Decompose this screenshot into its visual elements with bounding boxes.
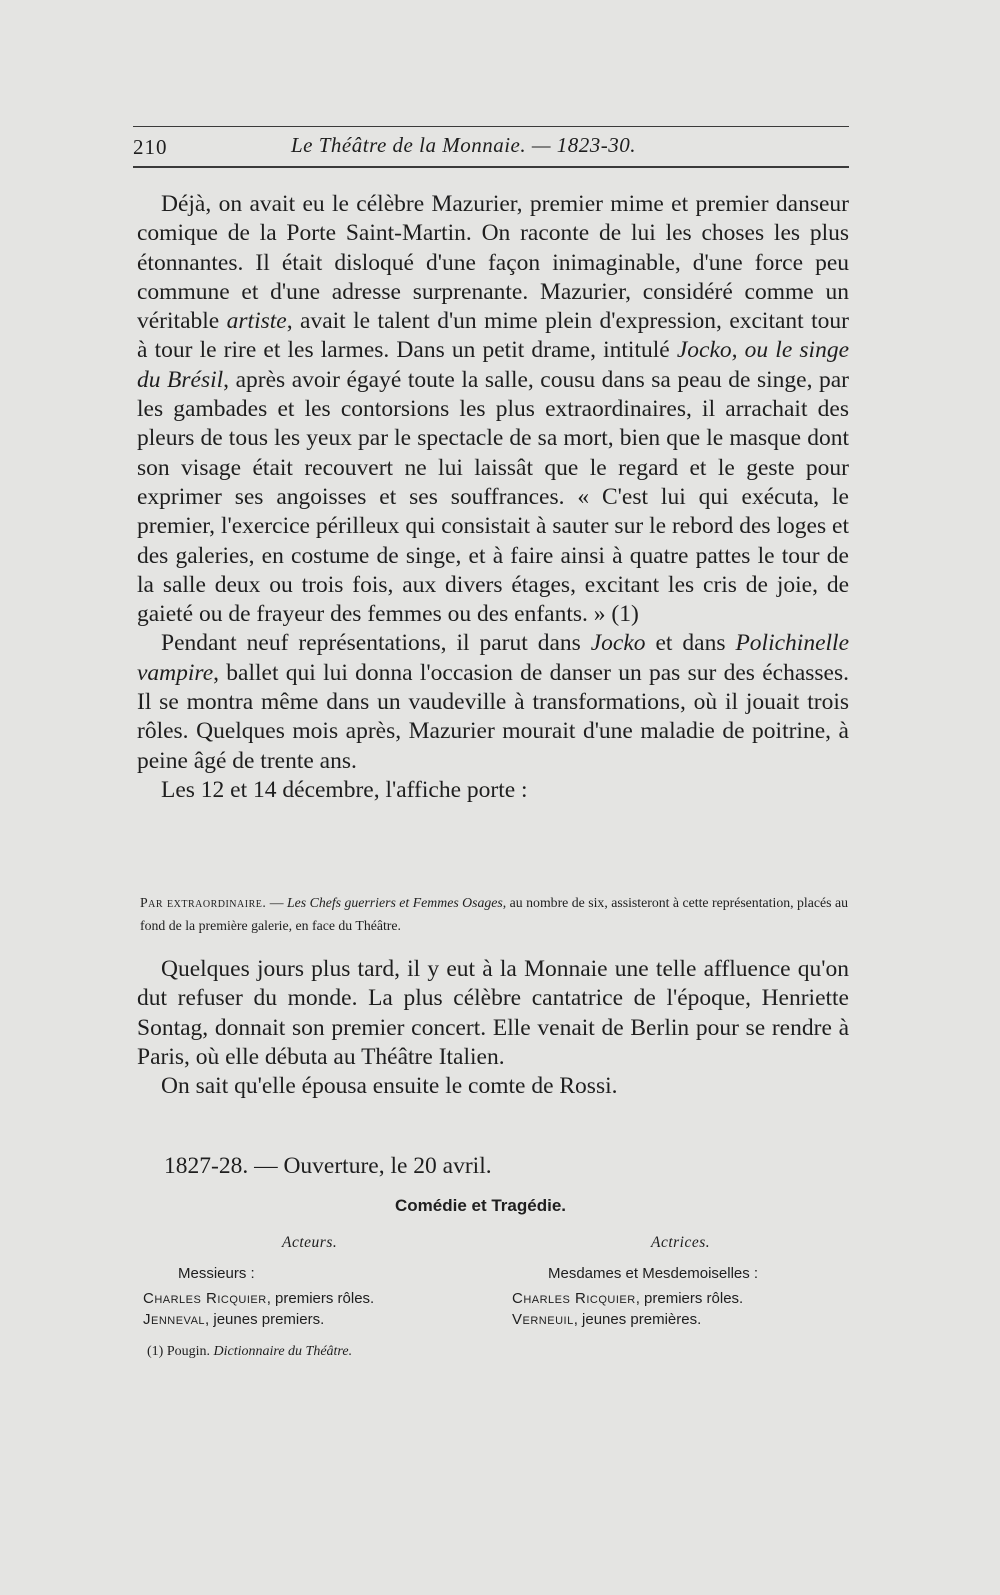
actresses-heading: Actrices. (651, 1234, 711, 1251)
role-description: , jeunes premières. (573, 1311, 702, 1328)
role-description: , premiers rôles. (635, 1290, 744, 1307)
paragraph-mazurier (137, 190, 849, 629)
italic-title-polichinelle: Polichinelle vampire (137, 630, 849, 686)
actors-salutation: Messieurs : (178, 1265, 255, 1282)
affiche-quote (140, 891, 848, 937)
text-run: , après avoir égayé toute la salle, cousu dans sa peau de singe, par les gambades et les contorsions les plus extraordinaires, il arrachait des pleurs de tous les yeux par le spectacle de sa mort, bien que le masque dont son visage était recouvert ne lui laissât que le regard et le geste pour exprimer ses angoisses et ses souffrances. « C'est lui qui exécuta, le premier, l'exercice périlleux qui consistait à sauter sur le rebord des loges et des galeries, en costume de singe, et à faire ainsi à quatre pattes le tour de la salle deux ou trois fois, aux divers étages, excitant les cris de joie, de gaieté ou de frayeur des femmes ou des enfants. » (1) (137, 366, 849, 628)
paragraph-representations (137, 629, 849, 775)
text-run: Pendant neuf représentations, il parut dans (161, 630, 591, 657)
actress-role (512, 1311, 701, 1328)
actresses-salutation: Mesdames et Mesdemoiselles : (548, 1265, 759, 1282)
text-run: et dans (645, 630, 736, 657)
footnote-work: Dictionnaire du Théâtre. (213, 1344, 353, 1359)
main-text (137, 190, 849, 805)
role-description: , jeunes premiers. (205, 1311, 325, 1328)
actress-role (512, 1290, 743, 1307)
text-run: Déjà, on avait eu le célèbre Mazurier, premier mime et premier danseur comique de la Porte Saint-Martin. On raconte de lui les choses les plus étonnantes. Il était disloqué d'une façon inimaginable, d'une force peu commune et d'une adresse surprenante. Mazurier, considéré comme un véritable (137, 191, 849, 335)
actor-name: Charles Ricquier (143, 1290, 267, 1307)
troupe-title: Comédie et Tragédie. (395, 1196, 566, 1215)
text-run: , au nombre de six, assisteront à cette représentation, placés au fond de la première galerie, en face du Théâtre. (140, 895, 848, 933)
paragraph-rossi: On sait qu'elle épousa ensuite le comte de Rossi. (161, 1073, 618, 1100)
actor-role (143, 1311, 324, 1328)
header-rule-top (133, 126, 849, 127)
text-run: , avait le talent d'un mime plein d'expression, excitant tour à tour le rire et les larmes. Dans un petit drame, intitulé (137, 308, 849, 364)
role-description: , premiers rôles. (266, 1290, 375, 1307)
actress-name: Verneuil (512, 1311, 574, 1328)
page-number: 210 (133, 135, 168, 159)
footnote-marker: (1) (147, 1344, 164, 1359)
actress-name: Charles Ricquier (512, 1290, 636, 1307)
header-rule-bottom (133, 166, 849, 168)
running-title: Le Théâtre de la Monnaie. — 1823-30. (291, 133, 637, 157)
affiche-title: Les Chefs guerriers et Femmes Osages (287, 895, 503, 910)
paragraph-affiche-intro: Les 12 et 14 décembre, l'affiche porte : (161, 776, 528, 803)
italic-title-jocko: Jocko, ou le singe du Brésil (137, 337, 849, 393)
actor-role (143, 1290, 374, 1307)
italic-run: artiste (226, 308, 287, 335)
affiche-lead: Par extraordinaire. (140, 895, 267, 910)
season-heading: 1827-28. — Ouverture, le 20 avril. (164, 1153, 492, 1179)
footnote (147, 1344, 352, 1360)
main-text-continued (137, 955, 849, 1101)
actors-heading: Acteurs. (282, 1234, 338, 1251)
paragraph-sontag: Quelques jours plus tard, il y eut à la Monnaie une telle affluence qu'on dut refuser du monde. La plus célèbre cantatrice de l'époque, Henriette Sontag, donnait son premier concert. Elle venait de Berlin pour se rendre à Paris, où elle débuta au Théâtre Italien. (137, 956, 849, 1070)
footnote-author: Pougin. (163, 1344, 214, 1359)
text-run: — (266, 895, 287, 910)
italic-run: Jocko (590, 630, 646, 657)
text-run: , ballet qui lui donna l'occasion de danser un pas sur des échasses. Il se montra même dans un vaudeville à transformations, où il jouait trois rôles. Quelques mois après, Mazurier mourait d'une maladie de poitrine, à peine âgé de trente ans. (137, 659, 849, 774)
actor-name: Jenneval (143, 1311, 206, 1328)
